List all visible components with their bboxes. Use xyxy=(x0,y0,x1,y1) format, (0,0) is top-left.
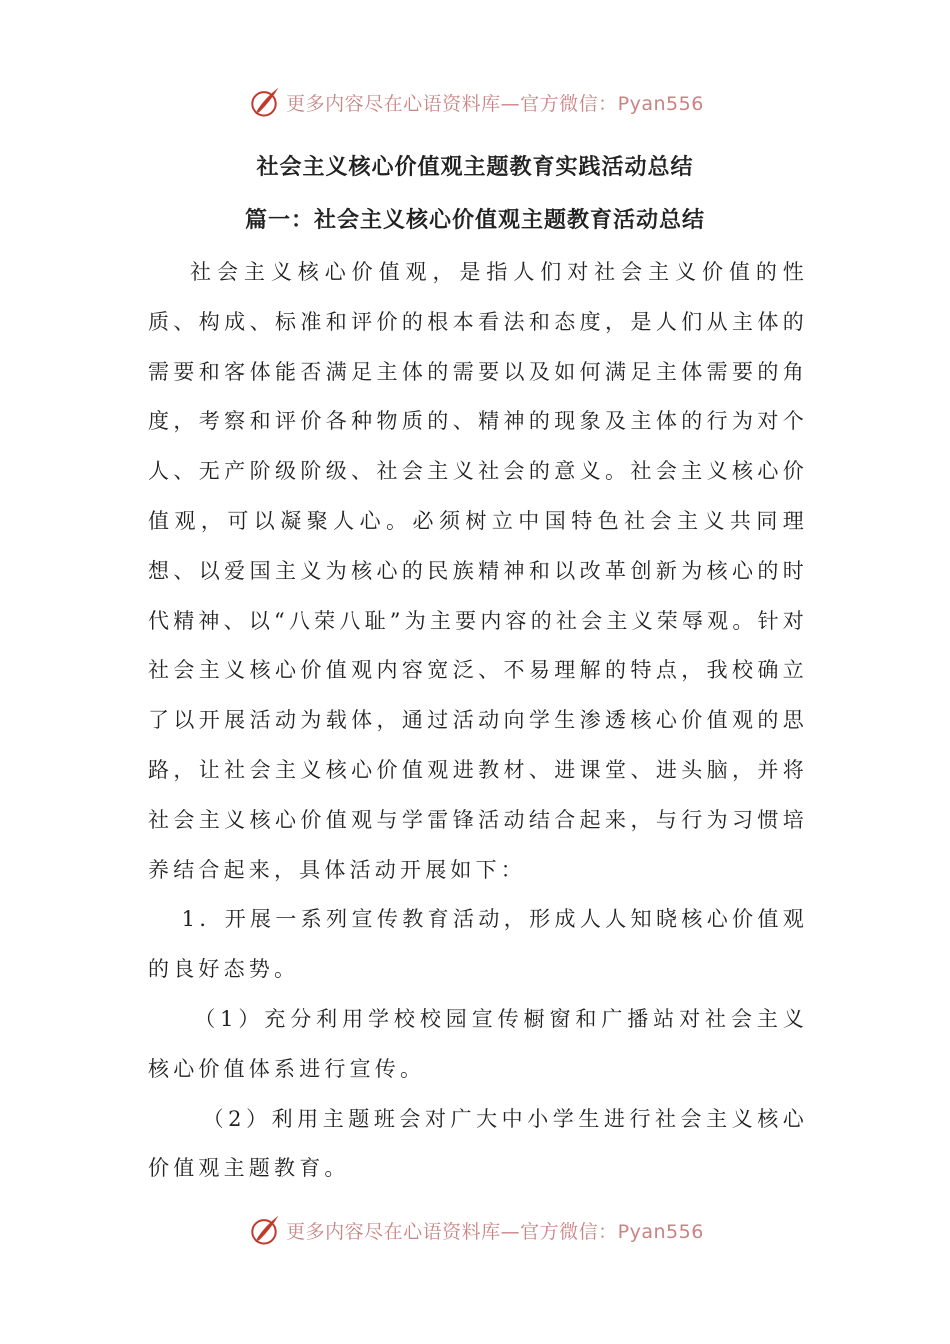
paragraph-item-1: 1．开展一系列宣传教育活动，形成人人知晓核心价值观的良好态势。 xyxy=(148,907,808,982)
quill-pen-logo-icon xyxy=(246,84,282,120)
paragraph-intro: 社会主义核心价值观，是指人们对社会主义价值的性质、构成、标准和评价的根本看法和态度，是人们从主体的需要和客体能否满足主体的需要以及如何满足主体需要的角度，考察和评价各种物质的、精神的现象及主体的行为对个人、无产阶级阶级、社会主义社会的意义。社会主义核心价值观，可以凝聚人心。必须树立中国特色社会主义共同理想、以爱国主义为核心的民族精神和以改革创新为核心的时代精神、以“八荣八耻”为主要内容的社会主义荣辱观。针对社会主义核心价值观内容宽泛、不易理解的特点，我校确立了以开展活动为载体，通过活动向学生渗透核心价值观的思路，让社会主义核心价值观进教材、进课堂、进头脑，并将社会主义核心价值观与学雷锋活动结合起来，与行为习惯培养结合起来，具体活动开展如下： xyxy=(148,260,808,882)
watermark-text: 更多内容尽在心语资料库—官方微信：Pyan556 xyxy=(286,1220,704,1243)
watermark-banner-top xyxy=(0,82,950,122)
quill-pen-logo-icon xyxy=(246,1212,282,1248)
document-body xyxy=(148,248,808,1194)
watermark-text: 更多内容尽在心语资料库—官方微信：Pyan556 xyxy=(286,92,704,115)
watermark-banner-bottom xyxy=(0,1210,950,1250)
paragraph-subitem-2: （2）利用主题班会对广大中小学生进行社会主义核心价值观主题教育。 xyxy=(148,1106,808,1181)
section-title: 篇一：社会主义核心价值观主题教育活动总结 xyxy=(244,208,705,233)
page-title: 社会主义核心价值观主题教育实践活动总结 xyxy=(256,155,694,180)
paragraph-subitem-1: （1）充分利用学校校园宣传橱窗和广播站对社会主义核心价值体系进行宣传。 xyxy=(148,1006,808,1081)
